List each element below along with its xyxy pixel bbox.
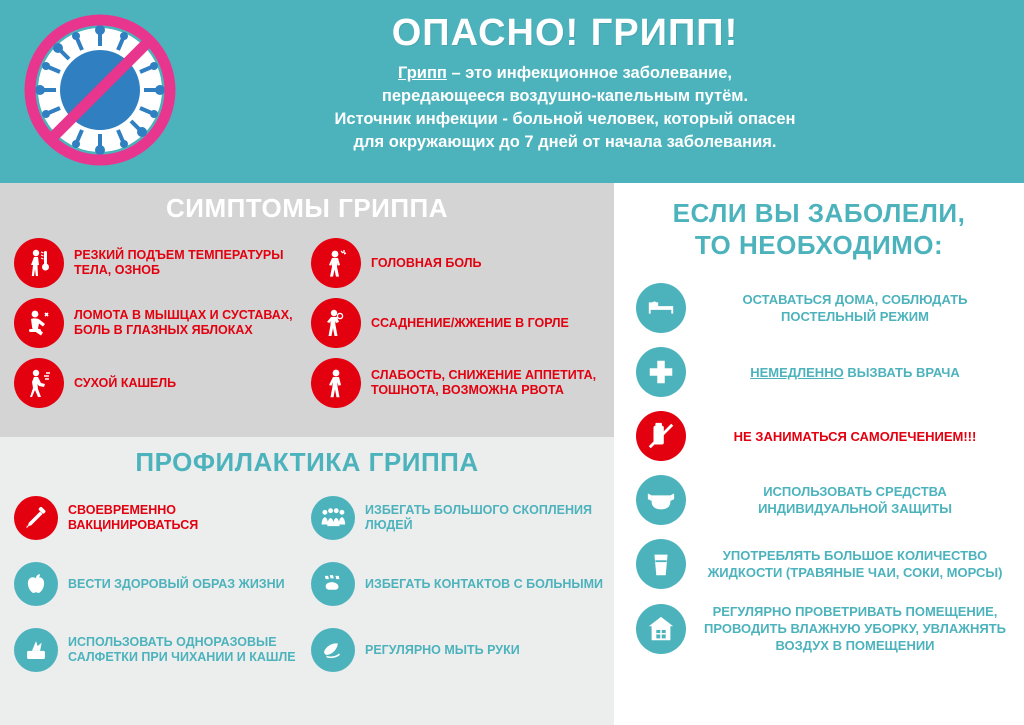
list-item	[311, 496, 614, 540]
list-item-label: ВЕСТИ ЗДОРОВЫЙ ОБРАЗ ЖИЗНИ	[68, 576, 285, 591]
page-title: ОПАСНО! ГРИПП!	[391, 12, 739, 54]
prevention-title: ПРОФИЛАКТИКА ГРИППА	[135, 447, 479, 477]
list-item-label: РЕГУЛЯРНО ПРОВЕТРИВАТЬ ПОМЕЩЕНИЕ, ПРОВОДИТЬ ВЛАЖНУЮ УБОРКУ, УВЛАЖНЯТЬ ВОЗДУХ В ПОМЕЩЕНИИ	[703, 604, 1007, 653]
body-ache-icon	[14, 298, 64, 348]
list-item	[14, 628, 307, 672]
header-line-3: Источник инфекции - больной человек, который опасен	[334, 110, 796, 128]
list-item-label: ИСПОЛЬЗОВАТЬ ОДНОРАЗОВЫЕ САЛФЕТКИ ПРИ ЧИХАНИИ И КАШЛЕ	[68, 635, 296, 664]
list-item-label: ССАДНЕНИЕ/ЖЖЕНИЕ В ГОРЛЕ	[371, 315, 569, 330]
if-sick-title-line-1: ЕСЛИ ВЫ ЗАБОЛЕЛИ,	[672, 198, 966, 228]
fever-thermometer-icon	[14, 238, 64, 288]
if-sick-title	[614, 183, 1024, 261]
call-doctor-rest: ВЫЗВАТЬ ВРАЧА	[843, 364, 960, 380]
face-mask-icon	[636, 475, 686, 525]
header-line-4: для окружающих до 7 дней от начала заболевания.	[353, 133, 777, 151]
list-item-label: РЕГУЛЯРНО МЫТЬ РУКИ	[365, 642, 520, 657]
bed-rest-icon	[636, 283, 686, 333]
list-item	[311, 238, 614, 288]
medical-cross-icon	[636, 347, 686, 397]
syringe-icon	[14, 496, 58, 540]
list-item-label: ГОЛОВНАЯ БОЛЬ	[371, 255, 482, 270]
symptoms-section	[0, 183, 614, 437]
list-item-label: УПОТРЕБЛЯТЬ БОЛЬШОЕ КОЛИЧЕСТВО ЖИДКОСТИ (ТРАВЯНЫЕ ЧАИ, СОКИ, МОРСЫ)	[707, 548, 1003, 580]
avoid-sick-contact-icon	[311, 562, 355, 606]
prevention-section	[0, 437, 614, 725]
list-item	[311, 298, 614, 348]
if-sick-section	[614, 183, 1024, 725]
header-line-2: передающееся воздушно-капельным путём.	[381, 87, 749, 105]
list-item	[311, 358, 614, 408]
list-item-label: ОСТАВАТЬСЯ ДОМА, СОБЛЮДАТЬ ПОСТЕЛЬНЫЙ РЕЖИМ	[742, 292, 968, 324]
ventilate-room-icon	[636, 604, 686, 654]
list-item-label: ИСПОЛЬЗОВАТЬ СРЕДСТВА ИНДИВИДУАЛЬНОЙ ЗАЩИТЫ	[758, 484, 952, 516]
list-item	[311, 562, 614, 606]
tissue-box-icon	[14, 628, 58, 672]
list-item	[14, 358, 307, 408]
list-item	[14, 562, 307, 606]
headache-icon	[311, 238, 361, 288]
list-item	[614, 539, 1024, 589]
list-item	[614, 411, 1024, 461]
healthy-lifestyle-apple-icon	[14, 562, 58, 606]
drink-fluids-icon	[636, 539, 686, 589]
weakness-nausea-icon	[311, 358, 361, 408]
list-item	[614, 475, 1024, 525]
list-item-label: ИЗБЕГАТЬ КОНТАКТОВ С БОЛЬНЫМИ	[365, 576, 603, 591]
header-lead-underlined: Грипп	[398, 64, 447, 82]
list-item-label: СЛАБОСТЬ, СНИЖЕНИЕ АППЕТИТА, ТОШНОТА, ВОЗМОЖНА РВОТА	[371, 368, 597, 397]
header-lead-rest: – это инфекционное заболевание,	[446, 64, 732, 82]
list-item	[14, 298, 307, 348]
list-item	[14, 238, 307, 288]
list-item-label: СВОЕВРЕМЕННО ВАКЦИНИРОВАТЬСЯ	[68, 503, 199, 532]
list-item-label: ЛОМОТА В МЫШЦАХ И СУСТАВАХ, БОЛЬ В ГЛАЗНЫХ ЯБЛОКАХ	[74, 308, 293, 337]
call-doctor-underlined: НЕМЕДЛЕННО	[750, 364, 844, 380]
header-subtitle	[255, 62, 875, 154]
list-item-label: СУХОЙ КАШЕЛЬ	[74, 375, 177, 390]
crowd-icon	[311, 496, 355, 540]
symptoms-title: СИМПТОМЫ ГРИППА	[165, 193, 449, 223]
dry-cough-icon	[14, 358, 64, 408]
list-item	[14, 496, 307, 540]
list-item-label	[686, 364, 1024, 381]
list-item-label: НЕ ЗАНИМАТЬСЯ САМОЛЕЧЕНИЕМ!!!	[733, 428, 977, 444]
sore-throat-icon	[311, 298, 361, 348]
list-item	[311, 628, 614, 672]
no-self-medication-icon	[636, 411, 686, 461]
if-sick-title-line-2: ТО НЕОБХОДИМО:	[694, 230, 944, 260]
virus-prohibited-icon	[20, 10, 180, 170]
wash-hands-icon	[311, 628, 355, 672]
list-item-label: РЕЗКИЙ ПОДЪЕМ ТЕМПЕРАТУРЫ ТЕЛА, ОЗНОБ	[74, 248, 284, 277]
poster-header	[0, 0, 1024, 183]
list-item-label: ИЗБЕГАТЬ БОЛЬШОГО СКОПЛЕНИЯ ЛЮДЕЙ	[365, 503, 592, 532]
list-item	[614, 347, 1024, 397]
list-item	[614, 283, 1024, 333]
list-item	[614, 603, 1024, 654]
